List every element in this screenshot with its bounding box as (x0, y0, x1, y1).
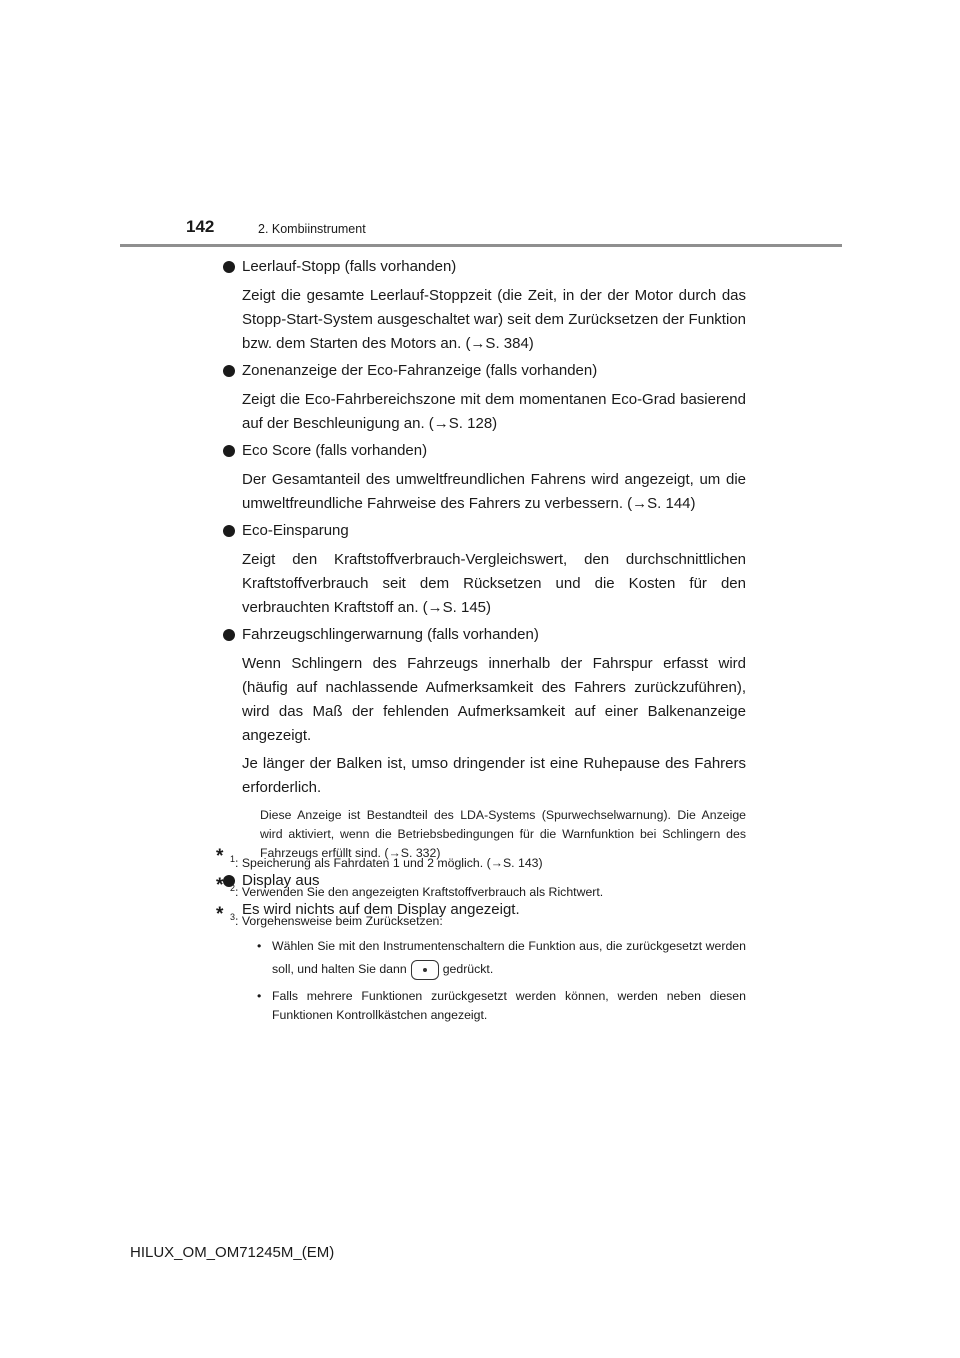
footnote-star: * (216, 875, 224, 897)
footnote-star: * (216, 846, 224, 867)
note-text: Diese Anzeige ist Bestandteil des LDA-Systems (Spurwechselwarnung). Die Anzeige wird aktiviert, wenn die Betriebsbedingungen für die Warnfunktion bei Schlingern des Fahrzeugs erfüllt sind. (→S. 332) (260, 808, 746, 860)
bullet-icon (223, 365, 235, 377)
footer-document-code: HILUX_OM_OM71245M_(EM) (130, 1244, 335, 1261)
footnote-1: * $^1$: Speicherung als Fahrdaten 1 und 2 möglich. (→S. 143) (216, 846, 543, 871)
reset-step-1: • Wählen Sie mit den Instrumentenschaltern die Funktion aus, die zurückgesetzt werden soll, und halten Sie dann gedrückt. (216, 935, 746, 981)
item-heading-eco-score: Eco Score (falls vorhanden) (216, 439, 746, 463)
footnote-3: * $^3$: Vorgehensweise beim Zurücksetzen: (216, 904, 443, 929)
bullet-dot: • (257, 939, 262, 954)
bullet-icon (223, 445, 235, 457)
chapter-title: 2. Kombiinstrument (258, 222, 366, 236)
bullet-dot: • (257, 989, 262, 1004)
item-text: Der Gesamtanteil des umweltfreundlichen Fahrens wird angezeigt, um die umweltfreundliche Fahrweise des Fahrers zu verbessern. (→S. 144) (242, 471, 746, 512)
footnote-2: * $^2$: Verwenden Sie den angezeigten Kraftstoffverbrauch als Richtwert. (216, 875, 604, 900)
item-heading-leerlauf-stopp: Leerlauf-Stopp (falls vorhanden) (216, 255, 746, 279)
item-text: Wenn Schlingern des Fahrzeugs innerhalb der Fahrspur erfasst wird (häufig auf nachlassende Aufmerksamkeit des Fahrers zurückzuführen), wird das Maß der fehlenden Aufmerksamkeit auf einer Balkenanzeige angezeigt. (242, 655, 746, 744)
page-number: 142 (186, 217, 215, 236)
item-text: Zeigt die gesamte Leerlauf-Stoppzeit (die Zeit, in der der Motor durch das Stopp-Start-System ausgeschaltet war) seit dem Zurücksetzen der Funktion bzw. dem Starten des Motors an. (→S. 384) (242, 287, 746, 352)
item-heading-eco-zone: Zonenanzeige der Eco-Fahranzeige (falls vorhanden) (216, 359, 746, 383)
item-text: Zeigt den Kraftstoffverbrauch-Vergleichswert, den durchschnittlichen Kraftstoffverbrauch seit dem Rücksetzen und die Kosten für den verbrauchten Kraftstoff an. (→S. 145) (242, 551, 746, 616)
item-text: Je länger der Balken ist, umso dringender ist eine Ruhepause des Fahrers erforderlich. (242, 755, 746, 796)
content (216, 253, 746, 925)
bullet-icon (223, 525, 235, 537)
footnotes (216, 844, 746, 1025)
reset-steps (216, 935, 746, 1025)
item-text: Zeigt die Eco-Fahrbereichszone mit dem momentanen Eco-Grad basierend auf der Beschleunigung an. (→S. 128) (242, 391, 746, 432)
header-rule (120, 244, 842, 247)
item-heading-display-aus: Display aus (216, 869, 746, 893)
bullet-icon (223, 629, 235, 641)
ok-button-icon (411, 960, 439, 980)
reset-step-2: • Falls mehrere Funktionen zurückgesetzt werden können, werden neben diesen Funktionen Kontrollkästchen angezeigt. (257, 989, 746, 1023)
footnote-star: * (216, 904, 224, 926)
item-heading-eco-einsparung: Eco-Einsparung (216, 519, 746, 543)
bullet-icon (223, 261, 235, 273)
item-heading-schlingerwarnung: Fahrzeugschlingerwarnung (falls vorhanden) (216, 623, 746, 647)
item-text: Es wird nichts auf dem Display angezeigt. (242, 901, 520, 918)
